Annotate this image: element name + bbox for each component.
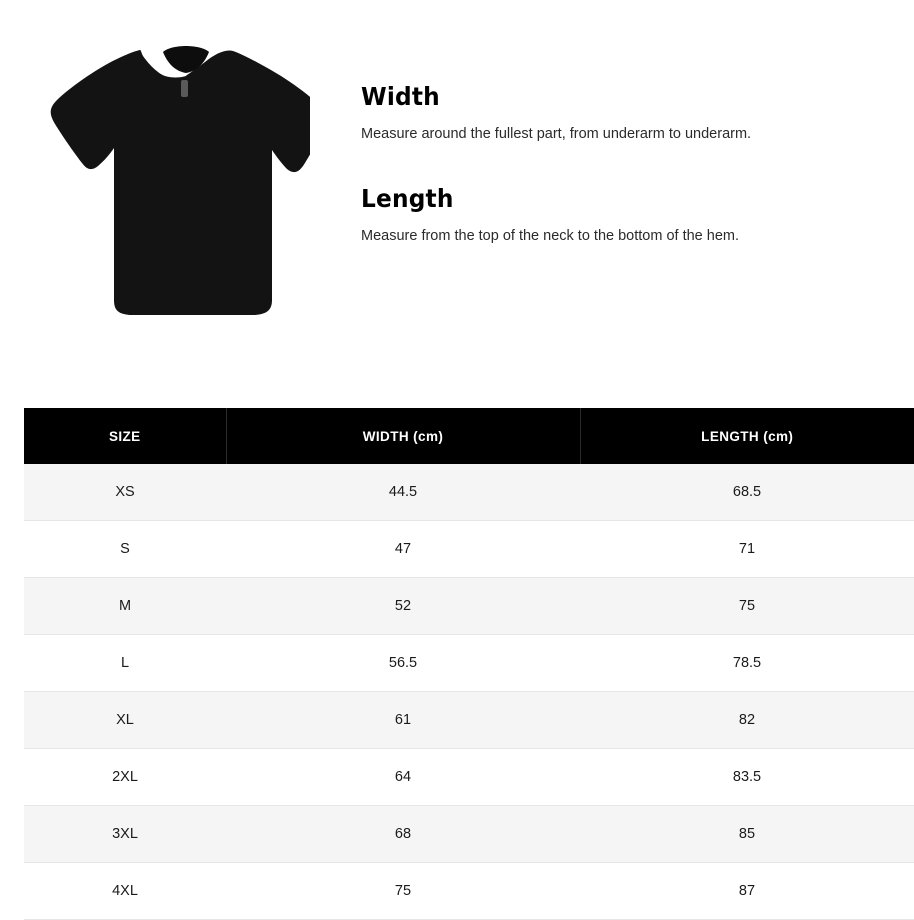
cell-length: 78.5 <box>580 635 914 692</box>
table-body <box>24 464 914 920</box>
cell-size: M <box>24 578 226 635</box>
cell-length: 82 <box>580 692 914 749</box>
width-heading: Width <box>361 82 440 111</box>
cell-size: L <box>24 635 226 692</box>
black-t-shirt-image <box>35 38 310 323</box>
measure-block-length <box>361 184 751 246</box>
table-row <box>24 635 914 692</box>
cell-width: 44.5 <box>226 464 580 521</box>
cell-width: 56.5 <box>226 635 580 692</box>
cell-width: 47 <box>226 521 580 578</box>
table-row <box>24 692 914 749</box>
cell-size: 4XL <box>24 863 226 920</box>
column-header-length: LENGTH (cm) <box>580 408 914 464</box>
table-row <box>24 806 914 863</box>
cell-size: XS <box>24 464 226 521</box>
length-description: Measure from the top of the neck to the bottom of the hem. <box>361 227 740 244</box>
measurement-instructions <box>345 30 751 246</box>
column-header-size: SIZE <box>24 408 226 464</box>
cell-width: 52 <box>226 578 580 635</box>
cell-length: 71 <box>580 521 914 578</box>
table-row <box>24 521 914 578</box>
width-description: Measure around the fullest part, from underarm to underarm. <box>361 126 752 142</box>
cell-width: 68 <box>226 806 580 863</box>
column-header-width: WIDTH (cm) <box>226 408 580 464</box>
length-heading: Length <box>361 183 454 213</box>
cell-length: 87 <box>580 863 914 920</box>
product-and-guide-section <box>0 0 914 323</box>
table-row <box>24 863 914 920</box>
size-chart-table <box>24 408 914 920</box>
cell-length: 85 <box>580 806 914 863</box>
cell-size: 3XL <box>24 806 226 863</box>
table-header <box>24 408 914 464</box>
table-header-row <box>24 408 914 464</box>
table-row <box>24 578 914 635</box>
table-row <box>24 749 914 806</box>
measure-block-width <box>361 82 751 144</box>
size-chart-container <box>24 408 914 920</box>
cell-length: 75 <box>580 578 914 635</box>
cell-size: XL <box>24 692 226 749</box>
cell-width: 61 <box>226 692 580 749</box>
cell-size: 2XL <box>24 749 226 806</box>
cell-width: 64 <box>226 749 580 806</box>
product-image-container <box>0 30 345 323</box>
cell-length: 83.5 <box>580 749 914 806</box>
cell-length: 68.5 <box>580 464 914 521</box>
cell-size: S <box>24 521 226 578</box>
table-row <box>24 464 914 521</box>
cell-width: 75 <box>226 863 580 920</box>
